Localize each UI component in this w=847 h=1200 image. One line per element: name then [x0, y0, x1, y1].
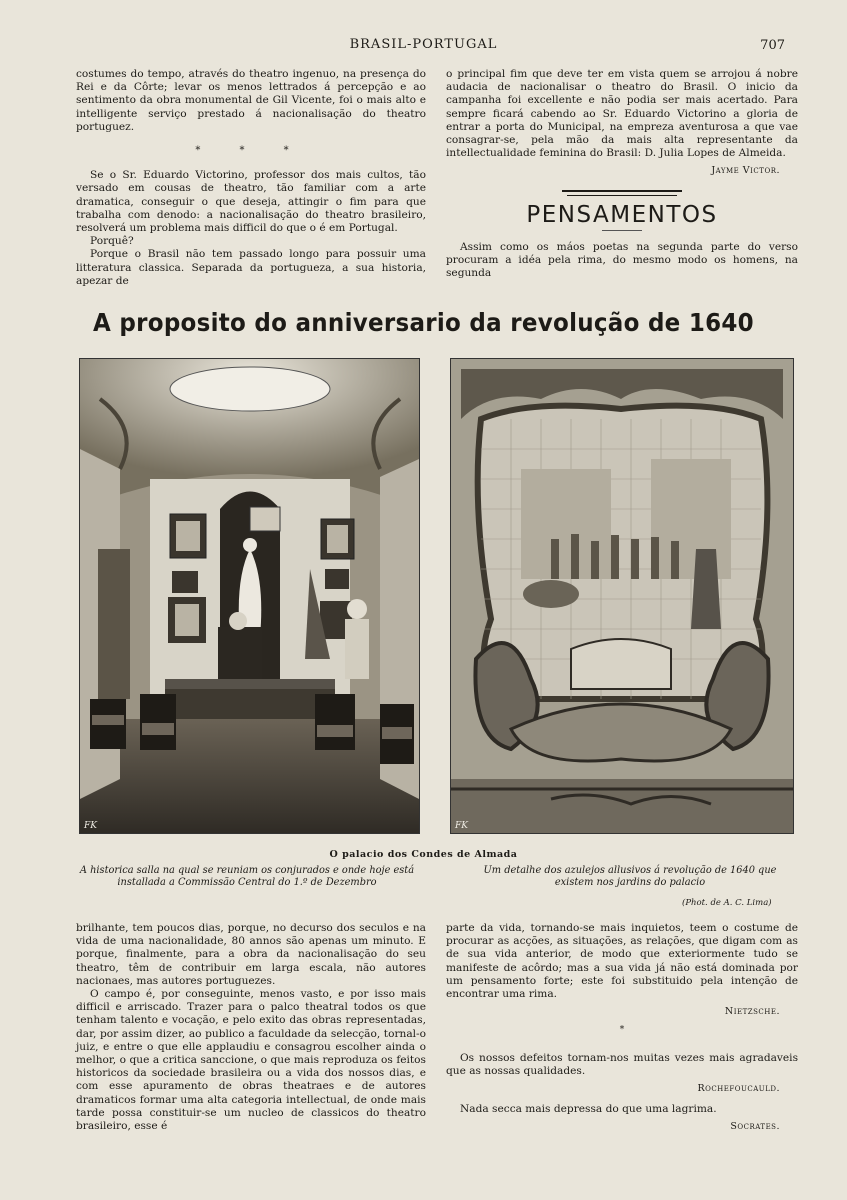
paragraph: Nada secca mais depressa do que uma lagrima. [460, 1103, 717, 1116]
paragraph: Assim como os máos poetas na segunda parte do verso procuram a idéa pela rima, do mesmo modo os homens, na segunda [446, 240, 798, 280]
section-title: PENSAMENTOS [526, 201, 718, 228]
photo-caption-right: Um detalhe dos azulejos allusivos á revolução de 1640 que existem nos jardins do palacio [483, 865, 777, 888]
paragraph: O campo é, por conseguinte, menos vasto, e por isso mais difficil e arriscado. Trazer para o palco theatral todos os que tenham talento e vocação, e pelo exito das obras representadas, dar, por assim dizer, ao publico a faculdade da selecção, tornal-o juiz, e entre o que elle applaudiu e consagrou escolher ainda o melhor, o que a critica sanccione, o que mais reproduza os feitos historicos da sociedade brasileira ou a vida dos nossos dias, e com esse apuramento de obras theatraes e de autores dramaticos formar uma alta categoria intellectual, de onde mais tarde possa constituir-se um nucleo de classicos do theatro brasileiro, esse é [76, 988, 426, 1133]
photo-credit: (Phot. de A. C. Lima) [682, 898, 772, 908]
divider-rule [567, 195, 677, 196]
divider-rule [562, 190, 682, 192]
separator-dot: * [619, 1025, 625, 1036]
page-number: 707 [760, 38, 785, 53]
bottom-left-column [76, 922, 426, 1133]
top-left-column [76, 68, 426, 288]
section-separator: * * * [195, 145, 307, 157]
paragraph: o principal fim que deve ter em vista quem se arrojou á nobre audacia de nacionalisar o theatro do Brasil. O inicio da campanha foi excellente e não podia ser mais acertado. Para sempre ficará cabendo ao Sr. Eduardo Victorino a gloria de entrar a porta do Municipal, na empreza aventurosa a que vae consagrar-se, pela mão da mais alta representante da intellectualidade feminina do Brasil: D. Julia Lopes de Almeida. [446, 68, 798, 160]
divider-rule [602, 230, 642, 231]
paragraph: Se o Sr. Eduardo Victorino, professor dos mais cultos, tão versado em cousas de theatro, tão familiar com a arte dramatica, conseguir o que deseja, attingir o fim para que trabalha com denodo: a nacionalisação do theatro brasileiro, resolverá um problema mais difficil do que o é em Portugal. [76, 169, 426, 235]
author-signature: Rochefoucauld. [697, 1083, 780, 1095]
author-signature: Jayme Victor. [711, 165, 780, 177]
top-right-column [446, 68, 798, 280]
author-signature: Nietzsche. [724, 1006, 780, 1018]
photographer-mark: FK [84, 821, 97, 831]
photo-azulejos-panel [450, 358, 794, 834]
paragraph: Porquê? [90, 235, 134, 248]
bottom-right-column [446, 922, 798, 1134]
article-headline: A proposito do anniversario da revolução de 1640 [93, 308, 754, 337]
paragraph: costumes do tempo, através do theatro ingenuo, na presença do Rei e da Côrte; levar os menos lettrados á percepção e ao sentimento da obra monumental de Gil Vicente, foi o mais alto e intelligente serviço prestado á nacionalisação do theatro portuguez. [76, 68, 426, 133]
photo-caption-left: A historica salla na qual se reuniam os conjurados e onde hoje está installada a Commissão Central do 1.º de Dezembro [79, 865, 415, 888]
photo-common-caption: O palacio dos Condes de Almada [329, 849, 518, 860]
paragraph: parte da vida, tornando-se mais inquietos, teem o costume de procurar as acções, as situações, as relações, que digam com as de sua vida anterior, de modo que exteriormente tudo se manifeste de acôrdo; mas a sua vida já não está dominada por um pensamento forte; este foi substituido pela intenção de encontrar uma rima. [446, 922, 798, 1001]
paragraph: brilhante, tem poucos dias, porque, no decurso dos seculos e na vida de uma nacionalidade, 80 annos são apenas um minuto. E porque, finalmente, para a obra da nacionalisação do seu theatro, têm de contribuir em larga escala, não autores nacionaes, mas autores portuguezes. [76, 922, 426, 987]
running-head: BRASIL-PORTUGAL [349, 37, 498, 52]
photographer-mark: FK [455, 821, 468, 831]
paragraph: Porque o Brasil não tem passado longo para possuir uma litteratura classica. Separada da portugueza, a sua historia, apezar de [76, 248, 426, 287]
author-signature: Socrates. [730, 1121, 780, 1133]
paragraph: Os nossos defeitos tornam-nos muitas vezes mais agradaveis que as nossas qualidades. [446, 1051, 798, 1077]
photo-historic-room [79, 358, 420, 834]
